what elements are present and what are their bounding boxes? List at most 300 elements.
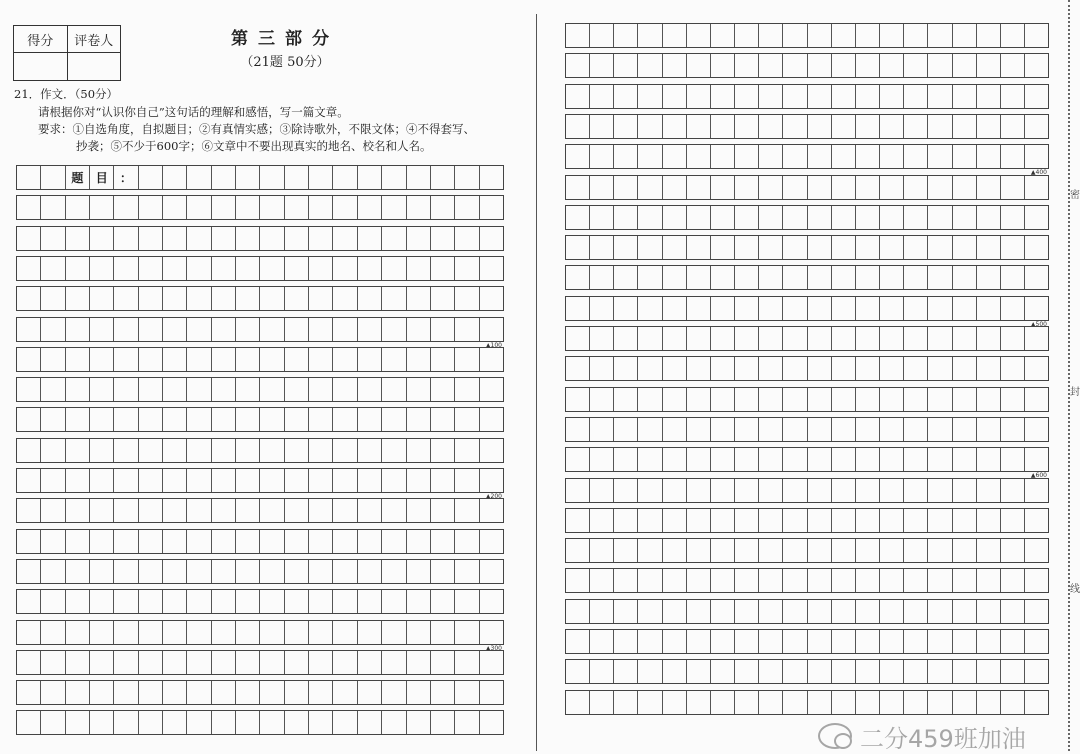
grid-cell[interactable] (687, 660, 711, 683)
grid-cell[interactable] (953, 115, 977, 138)
grid-cell[interactable] (1025, 630, 1048, 653)
grid-cell[interactable] (212, 378, 236, 401)
grid-cell[interactable] (808, 115, 832, 138)
grid-cell[interactable] (590, 145, 614, 168)
grid-cell[interactable] (759, 509, 783, 532)
grid-cell[interactable] (139, 499, 163, 522)
grid-cell[interactable] (90, 257, 114, 280)
grid-cell[interactable] (333, 711, 357, 734)
grid-cell[interactable] (455, 711, 479, 734)
grid-cell[interactable] (358, 590, 382, 613)
grid-cell[interactable] (285, 499, 309, 522)
grid-cell[interactable] (590, 630, 614, 653)
grid-cell[interactable] (212, 408, 236, 431)
grid-cell[interactable] (928, 691, 952, 714)
grid-cell[interactable] (66, 530, 90, 553)
grid-cell[interactable] (590, 388, 614, 411)
grid-cell[interactable] (455, 681, 479, 704)
grid-row[interactable] (565, 599, 1049, 624)
grid-cell[interactable] (407, 711, 431, 734)
grid-cell[interactable] (614, 630, 638, 653)
grid-cell[interactable] (407, 196, 431, 219)
grid-cell[interactable] (41, 318, 65, 341)
grid-cell[interactable] (880, 357, 904, 380)
grid-cell[interactable] (285, 318, 309, 341)
grid-cell[interactable] (808, 479, 832, 502)
grid-cell[interactable] (309, 257, 333, 280)
grid-cell[interactable] (783, 236, 807, 259)
grid-cell[interactable] (687, 145, 711, 168)
grid-cell[interactable] (735, 600, 759, 623)
grid-cell[interactable] (1001, 600, 1025, 623)
grid-cell[interactable] (904, 236, 928, 259)
grid-cell[interactable] (735, 660, 759, 683)
grid-row[interactable] (565, 296, 1049, 321)
grid-cell[interactable] (904, 85, 928, 108)
grid-cell[interactable] (187, 257, 211, 280)
grid-cell[interactable] (187, 318, 211, 341)
grid-cell[interactable] (480, 530, 503, 553)
grid-cell[interactable] (17, 166, 41, 189)
grid-cell[interactable] (880, 630, 904, 653)
grid-cell[interactable] (759, 569, 783, 592)
grid-cell[interactable] (638, 600, 662, 623)
grid-cell[interactable] (358, 257, 382, 280)
grid-cell[interactable] (808, 85, 832, 108)
grid-row[interactable] (565, 478, 1049, 503)
grid-cell[interactable] (663, 539, 687, 562)
grid-cell[interactable] (832, 357, 856, 380)
grid-cell[interactable] (928, 418, 952, 441)
grid-cell[interactable] (904, 54, 928, 77)
grid-cell[interactable] (808, 236, 832, 259)
grid-cell[interactable] (735, 388, 759, 411)
grid-cell[interactable] (407, 439, 431, 462)
grid-cell[interactable] (880, 266, 904, 289)
grid-cell[interactable] (212, 499, 236, 522)
grid-cell[interactable] (260, 227, 284, 250)
grid-cell[interactable] (687, 479, 711, 502)
grid-cell[interactable] (139, 408, 163, 431)
grid-cell[interactable] (977, 266, 1001, 289)
grid-cell[interactable] (808, 54, 832, 77)
grid-cell[interactable] (139, 530, 163, 553)
grid-cell[interactable] (953, 691, 977, 714)
grid-cell[interactable] (431, 711, 455, 734)
grid-cell[interactable] (638, 297, 662, 320)
grid-cell[interactable] (212, 590, 236, 613)
grid-cell[interactable] (832, 297, 856, 320)
grid-cell[interactable] (783, 115, 807, 138)
grid-cell[interactable] (663, 24, 687, 47)
grid-cell[interactable] (566, 176, 590, 199)
grid-cell[interactable] (431, 651, 455, 674)
grid-cell[interactable] (977, 176, 1001, 199)
grid-cell[interactable] (114, 257, 138, 280)
grid-cell[interactable] (832, 418, 856, 441)
grid-cell[interactable] (638, 266, 662, 289)
grid-cell[interactable] (163, 318, 187, 341)
grid-row[interactable] (16, 498, 504, 523)
grid-cell[interactable] (783, 418, 807, 441)
grid-cell[interactable] (66, 196, 90, 219)
grid-cell[interactable] (382, 378, 406, 401)
grid-cell[interactable] (953, 327, 977, 350)
grid-cell[interactable] (1001, 54, 1025, 77)
grid-cell[interactable] (17, 348, 41, 371)
grid-cell[interactable] (953, 630, 977, 653)
grid-cell[interactable] (333, 530, 357, 553)
grid-cell[interactable] (590, 509, 614, 532)
grid-cell[interactable] (735, 509, 759, 532)
grid-cell[interactable] (1025, 388, 1048, 411)
grid-cell[interactable] (1025, 24, 1048, 47)
grid-cell[interactable] (590, 539, 614, 562)
grid-cell[interactable] (358, 318, 382, 341)
grid-cell[interactable] (236, 257, 260, 280)
grid-cell[interactable] (139, 378, 163, 401)
grid-cell[interactable] (212, 318, 236, 341)
grid-cell[interactable] (163, 560, 187, 583)
grid-cell[interactable] (614, 660, 638, 683)
grid-cell[interactable] (17, 469, 41, 492)
grid-cell[interactable] (480, 166, 503, 189)
grid-cell[interactable] (759, 266, 783, 289)
grid-cell[interactable] (407, 257, 431, 280)
grid-cell[interactable] (735, 357, 759, 380)
grid-cell[interactable] (1025, 236, 1048, 259)
grid-cell[interactable] (1025, 691, 1048, 714)
grid-cell[interactable] (309, 196, 333, 219)
grid-cell[interactable] (358, 348, 382, 371)
grid-cell[interactable] (856, 691, 880, 714)
grid-cell[interactable] (309, 287, 333, 310)
grid-cell[interactable] (759, 479, 783, 502)
grid-cell[interactable] (614, 569, 638, 592)
grid-cell[interactable] (832, 448, 856, 471)
grid-cell[interactable] (808, 448, 832, 471)
grid-cell[interactable] (590, 54, 614, 77)
grid-cell[interactable] (638, 569, 662, 592)
grid-cell[interactable] (663, 509, 687, 532)
grid-cell[interactable] (735, 539, 759, 562)
grid-cell[interactable] (687, 691, 711, 714)
grid-cell[interactable] (285, 287, 309, 310)
grid-row[interactable] (16, 256, 504, 281)
grid-cell[interactable] (41, 227, 65, 250)
grid-cell[interactable] (590, 266, 614, 289)
grid-cell[interactable] (638, 388, 662, 411)
grid-cell[interactable] (260, 621, 284, 644)
grid-cell[interactable] (977, 206, 1001, 229)
grid-cell[interactable] (163, 287, 187, 310)
grid-cell[interactable] (309, 499, 333, 522)
grid-cell[interactable] (41, 348, 65, 371)
grid-cell[interactable] (638, 54, 662, 77)
grid-cell[interactable] (260, 530, 284, 553)
grid-cell[interactable] (614, 600, 638, 623)
grid-cell[interactable] (1001, 569, 1025, 592)
grid-cell[interactable] (212, 348, 236, 371)
grid-row[interactable] (565, 568, 1049, 593)
grid-cell[interactable] (808, 660, 832, 683)
grid-cell[interactable] (17, 560, 41, 583)
grid-cell[interactable] (953, 85, 977, 108)
grid-cell[interactable] (590, 418, 614, 441)
grid-cell[interactable] (783, 630, 807, 653)
grid-cell[interactable] (904, 24, 928, 47)
grid-cell[interactable] (711, 600, 735, 623)
grid-cell[interactable] (285, 378, 309, 401)
grid-cell[interactable] (163, 378, 187, 401)
grid-cell[interactable] (711, 24, 735, 47)
grid-cell[interactable] (711, 266, 735, 289)
grid-cell[interactable] (1025, 418, 1048, 441)
grid-cell[interactable] (928, 24, 952, 47)
grid-cell[interactable] (856, 509, 880, 532)
grid-cell[interactable] (285, 166, 309, 189)
grid-cell[interactable] (163, 166, 187, 189)
grid-cell[interactable] (735, 266, 759, 289)
grid-cell[interactable] (638, 448, 662, 471)
grid-cell[interactable] (480, 590, 503, 613)
grid-cell[interactable] (880, 691, 904, 714)
grid-cell[interactable] (783, 388, 807, 411)
grid-cell[interactable] (953, 357, 977, 380)
grid-cell[interactable] (566, 691, 590, 714)
grid-cell[interactable] (928, 54, 952, 77)
grid-cell[interactable] (431, 469, 455, 492)
grid-cell[interactable] (455, 257, 479, 280)
grid-cell[interactable] (880, 660, 904, 683)
grid-cell[interactable] (1025, 569, 1048, 592)
grid-cell[interactable] (735, 236, 759, 259)
grid-cell[interactable] (431, 530, 455, 553)
grid-cell[interactable] (783, 600, 807, 623)
grid-cell[interactable] (856, 297, 880, 320)
grid-cell[interactable] (566, 509, 590, 532)
grid-cell[interactable] (17, 227, 41, 250)
grid-cell[interactable] (759, 54, 783, 77)
grid-cell[interactable] (808, 691, 832, 714)
grid-cell[interactable] (17, 590, 41, 613)
grid-cell[interactable] (953, 660, 977, 683)
grid-cell[interactable] (333, 196, 357, 219)
grid-cell[interactable] (66, 681, 90, 704)
grid-cell[interactable] (759, 24, 783, 47)
grid-cell[interactable] (735, 115, 759, 138)
grid-cell[interactable] (856, 539, 880, 562)
grid-cell[interactable] (614, 297, 638, 320)
grid-cell[interactable] (187, 469, 211, 492)
grid-cell[interactable] (808, 266, 832, 289)
grid-cell[interactable] (953, 236, 977, 259)
grid-cell[interactable] (904, 206, 928, 229)
grid-cell[interactable] (163, 196, 187, 219)
grid-cell[interactable] (139, 196, 163, 219)
grid-cell[interactable] (687, 448, 711, 471)
grid-row[interactable] (565, 447, 1049, 472)
grid-cell[interactable] (480, 681, 503, 704)
grid-cell[interactable] (90, 287, 114, 310)
grid-cell[interactable] (614, 115, 638, 138)
grid-cell[interactable] (735, 54, 759, 77)
grid-cell[interactable] (187, 711, 211, 734)
grid-cell[interactable] (382, 227, 406, 250)
grid-cell[interactable] (614, 54, 638, 77)
grid-cell[interactable] (856, 448, 880, 471)
grid-cell[interactable] (358, 287, 382, 310)
grid-cell[interactable] (856, 24, 880, 47)
grid-cell[interactable] (880, 327, 904, 350)
grid-cell[interactable] (977, 418, 1001, 441)
grid-cell[interactable] (566, 54, 590, 77)
grid-cell[interactable] (566, 266, 590, 289)
grid-cell[interactable] (187, 621, 211, 644)
grid-cell[interactable] (212, 530, 236, 553)
grid-row[interactable] (565, 265, 1049, 290)
grid-cell[interactable] (711, 206, 735, 229)
grid-cell[interactable] (309, 378, 333, 401)
grid-cell[interactable] (977, 115, 1001, 138)
grid-cell[interactable] (163, 408, 187, 431)
grid-cell[interactable] (1025, 509, 1048, 532)
grid-cell[interactable] (590, 115, 614, 138)
grid-cell[interactable] (260, 318, 284, 341)
grid-cell[interactable] (455, 318, 479, 341)
grid-cell[interactable] (163, 348, 187, 371)
grid-cell[interactable] (407, 408, 431, 431)
grid-cell[interactable] (187, 590, 211, 613)
grid-cell[interactable] (808, 539, 832, 562)
grid-cell[interactable] (163, 469, 187, 492)
grid-cell[interactable] (212, 681, 236, 704)
grid-cell[interactable] (309, 590, 333, 613)
grid-cell[interactable] (711, 418, 735, 441)
grid-cell[interactable] (431, 257, 455, 280)
grid-cell[interactable] (953, 600, 977, 623)
grid-cell[interactable] (663, 630, 687, 653)
grid-cell[interactable] (832, 24, 856, 47)
grid-cell[interactable] (1001, 115, 1025, 138)
grid-cell[interactable] (735, 448, 759, 471)
grid-cell[interactable] (663, 569, 687, 592)
grid-cell[interactable] (953, 24, 977, 47)
grid-cell[interactable] (285, 227, 309, 250)
grid-cell[interactable] (455, 651, 479, 674)
grid-cell[interactable] (358, 621, 382, 644)
grid-cell[interactable] (41, 166, 65, 189)
grid-cell[interactable] (139, 439, 163, 462)
grid-cell[interactable] (663, 115, 687, 138)
grid-cell[interactable] (590, 206, 614, 229)
grid-cell[interactable] (90, 348, 114, 371)
grid-cell[interactable] (977, 600, 1001, 623)
grid-row[interactable] (565, 629, 1049, 654)
grid-cell[interactable] (977, 691, 1001, 714)
grid-cell[interactable] (832, 176, 856, 199)
grid-cell[interactable] (382, 651, 406, 674)
grid-cell[interactable] (358, 711, 382, 734)
grid-cell[interactable] (953, 448, 977, 471)
grid-cell[interactable] (1001, 418, 1025, 441)
grid-cell[interactable] (904, 266, 928, 289)
grid-cell[interactable] (638, 539, 662, 562)
grid-cell[interactable] (880, 569, 904, 592)
grid-cell[interactable] (407, 530, 431, 553)
grid-cell[interactable] (904, 388, 928, 411)
grid-cell[interactable] (1001, 145, 1025, 168)
grid-cell[interactable] (614, 418, 638, 441)
grid-cell[interactable] (735, 176, 759, 199)
grid-cell[interactable] (1001, 236, 1025, 259)
grid-cell[interactable] (928, 509, 952, 532)
grid-cell[interactable] (856, 85, 880, 108)
grid-cell[interactable] (139, 651, 163, 674)
grid-cell[interactable] (614, 145, 638, 168)
grid-row[interactable] (16, 710, 504, 735)
grid-cell[interactable] (759, 388, 783, 411)
grid-cell[interactable] (358, 499, 382, 522)
grid-cell[interactable] (566, 357, 590, 380)
grid-cell[interactable] (285, 530, 309, 553)
grid-cell[interactable] (590, 448, 614, 471)
grid-cell[interactable] (114, 318, 138, 341)
grid-cell[interactable] (566, 85, 590, 108)
grid-cell[interactable] (333, 287, 357, 310)
grid-cell[interactable] (928, 206, 952, 229)
grid-cell[interactable] (783, 54, 807, 77)
grid-cell[interactable] (783, 357, 807, 380)
grid-cell[interactable] (285, 257, 309, 280)
grid-cell[interactable] (260, 681, 284, 704)
grid-cell[interactable] (880, 297, 904, 320)
grid-row[interactable] (16, 620, 504, 645)
grid-cell[interactable] (407, 166, 431, 189)
grid-cell[interactable] (66, 711, 90, 734)
grid-row[interactable] (565, 114, 1049, 139)
grid-cell[interactable] (455, 590, 479, 613)
grid-cell[interactable] (614, 357, 638, 380)
grid-cell[interactable] (260, 166, 284, 189)
grid-row[interactable] (16, 438, 504, 463)
grid-cell[interactable] (904, 539, 928, 562)
grid-cell[interactable] (480, 711, 503, 734)
grid-cell[interactable] (187, 560, 211, 583)
grid-row[interactable] (16, 468, 504, 493)
grid-cell[interactable] (759, 630, 783, 653)
grid-cell[interactable] (212, 651, 236, 674)
grid-cell[interactable] (358, 439, 382, 462)
grid-cell[interactable] (904, 327, 928, 350)
grid-cell[interactable] (904, 145, 928, 168)
grid-cell[interactable] (711, 145, 735, 168)
grid-cell[interactable] (90, 711, 114, 734)
grid-cell[interactable] (687, 569, 711, 592)
grid-row[interactable] (16, 559, 504, 584)
grid-row[interactable] (565, 508, 1049, 533)
grid-cell[interactable] (431, 439, 455, 462)
grid-cell[interactable] (614, 176, 638, 199)
grid-cell[interactable] (358, 681, 382, 704)
grid-cell[interactable] (114, 408, 138, 431)
grid-cell[interactable] (41, 287, 65, 310)
grid-cell[interactable] (1025, 115, 1048, 138)
grid-cell[interactable] (66, 287, 90, 310)
grid-cell[interactable] (759, 327, 783, 350)
grid-cell[interactable] (928, 327, 952, 350)
grid-cell[interactable] (856, 479, 880, 502)
